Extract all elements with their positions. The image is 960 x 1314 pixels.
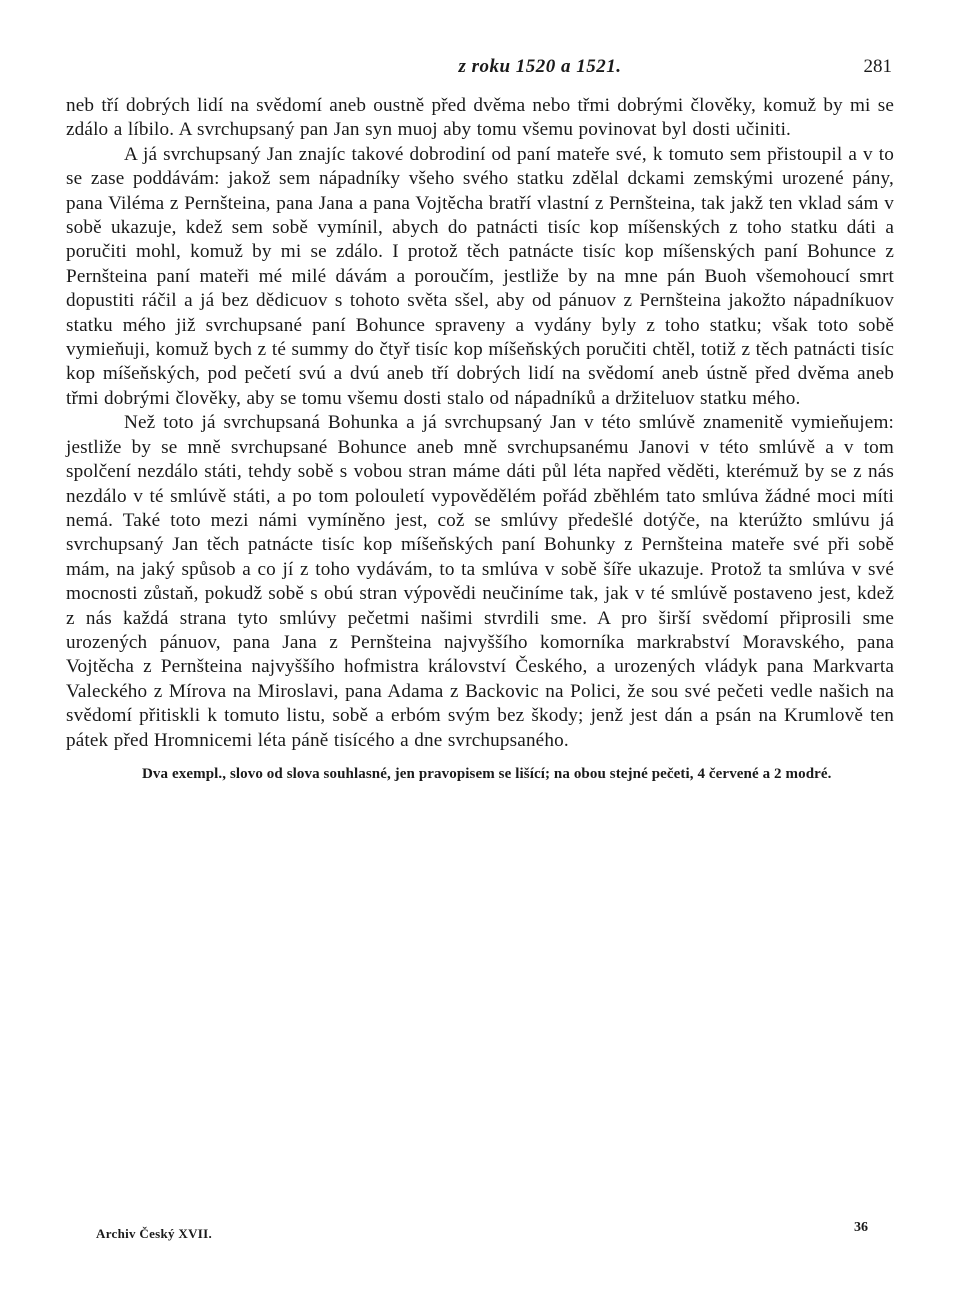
- page-number: 281: [863, 56, 892, 77]
- paragraph-continuation: neb tří dobrých lidí na svědomí aneb oustně před dvěma nebo třmi dobrými člověky, komuž by mi se zdálo a líbilo. A svrchupsaný pan Jan syn muoj aby tomu všemu povinovat byl dosti učiniti.: [66, 95, 894, 141]
- running-header: [66, 50, 894, 86]
- footer-signature: Archiv Český XVII.: [96, 1226, 213, 1241]
- paragraph: A já svrchupsaný Jan znajíc takové dobrodiní od paní mateře své, k tomuto sem přistoupil a v to se zase poddávám: jakož sem nápadníky všeho svého statku zdělal dckami zemskými urozené pány, pana Viléma z Pernšteina, pana Jana a pana Vojtěcha bratří vlastní z Pernšteina, tak jakž ten vklad sám v sobě ukazuje, kdež sem sobě vymínil, abych do patnácti tisíc kop míšenských z toho statku dáti a poručiti mohl, komuž by mi se zdálo. I protož těch patnácte tisíc kop míšenských paní Bohunce z Pernšteina paní mateři mé milé dávám a poroučím, jestliže by na mne pán Buoh všemohoucí smrt dopustiti ráčil a já bez dědicuov s tohoto světa sšel, aby od pánuov z Pernšteina jakožto nápadníkuov statku mého již svrchupsané paní Bohunce spraveny a vydány byly z toho statku; však toto sobě vymieňuji, komuž bych z té summy do čtyř tisíc kop míšeňských poručiti chtěl, totiž z těch patnácti tisíc kop míšeňských, pod pečetí svú a dvú aneb tří dobrých lidí na svědomí aneb ústně před dvěma aneb třmi dobrými člověky, aby se tomu všemu dosti stalo od nápadníků a držiteluov statku mého.: [66, 143, 894, 409]
- document-page: [66, 50, 894, 785]
- page-footer: [96, 1220, 868, 1250]
- body-text: [66, 94, 894, 753]
- sheet-number: 36: [854, 1220, 868, 1235]
- running-title: z roku 1520 a 1521.: [458, 56, 622, 77]
- paragraph: Než toto já svrchupsaná Bohunka a já svrchupsaný Jan v této smlúvě znamenitě vymieňujem: jestliže by se mně svrchupsané Bohunce aneb mně svrchupsanému Janovi v této smlúvě a v tom spolčení nezdálo státi, tehdy sobě s vobou stran máme dáti půl léta napřed věděti, kterémuž by se z nás nezdálo v té smlúvě státi, a po tom polouletí vypovědělém pořád zběhlém tato smlúva žádné moci míti nemá. Také toto mezi námi vymíněno jest, což se smlúvy předešlé dotýče, na kterúžto smlúvu já svrchupsaný Jan těch patnácte tisíc kop míšeňských paní Bohunky z Pernšteina mateře své při sobě mám, na jaký spůsob a co jí z toho vydávám, to ta smlúva v sobě šíře ukazuje. Protož ta smlúva v své mocnosti zůstaň, pokudž sobě s obú stran výpovědi neučiníme tak, jak v té smlúvě postaveno jest, kdež z nás každá strana tyto smlúvy pečetmi našimi stvrdili sme. A pro širší svědomí připrosili sme urozených pánuov, pana Jana z Pernšteina najvyššího komorníka markrabství Moravského, pana Vojtěcha z Pernšteina najvyššího hofmistra království Českého, a urozených vládyk pana Markvarta Valeckého z Mírova na Miroslavi, pana Adama z Backovic na Polici, že sou své pečeti vedle našich na svědomí přitiskli k tomuto listu, sobě a erbóm svým bez škody; jenž jest dán a psán na Krumlově ten pátek před Hromnicemi léta páně tisícého a dne svrchupsaného.: [66, 412, 894, 751]
- editorial-note: Dva exempl., slovo od slova souhlasné, jen pravopisem se lišící; na obou stejné pečeti, 4 červené a 2 modré.: [142, 765, 832, 782]
